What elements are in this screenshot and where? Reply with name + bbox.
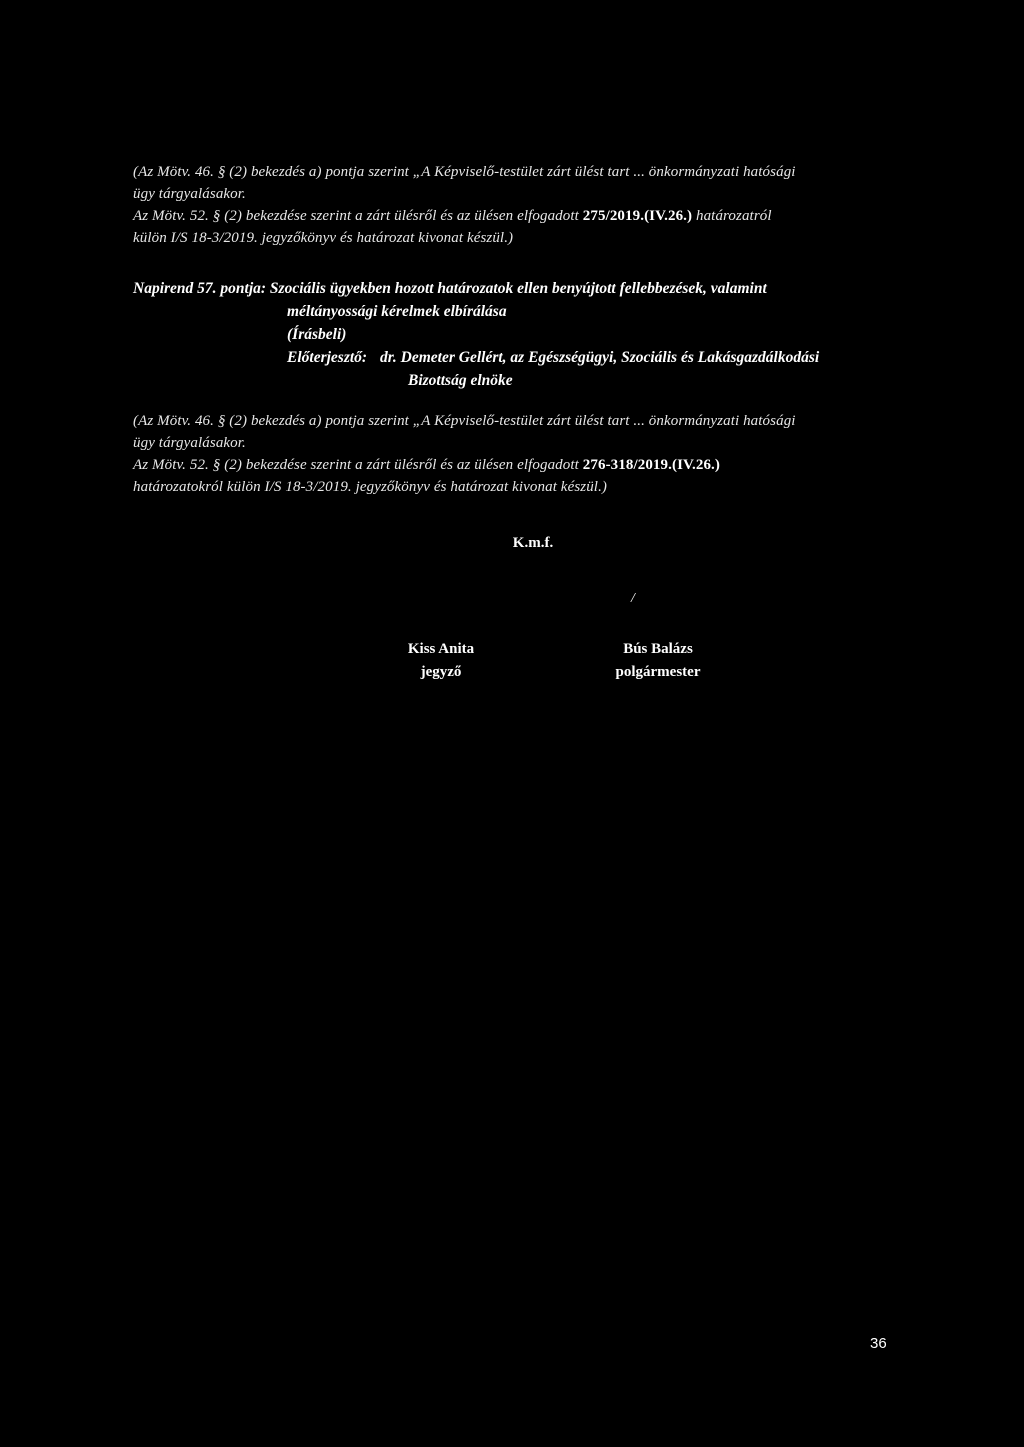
block2-line4: határozatokról külön I/S 18-3/2019. jegyzőkönyv és határozat kivonat készül.): [133, 479, 608, 495]
block1-line4: külön I/S 18-3/2019. jegyzőkönyv és határozat kivonat készül.): [133, 230, 514, 246]
agenda-title-continued: méltányossági kérelmek elbírálása: [287, 303, 507, 320]
block2-line3: [133, 457, 720, 474]
block1-resolution-number: 275/2019.(IV.26.): [582, 208, 693, 224]
presenter-role: Bizottság elnöke: [408, 372, 513, 389]
block1-line3-tail: határozatról: [692, 208, 772, 224]
agenda-type: (Írásbeli): [287, 326, 347, 343]
block1-line3: [133, 208, 772, 225]
block2-resolution-number: 276-318/2019.(IV.26.): [582, 457, 721, 473]
presenter-name: dr. Demeter Gellért, az Egészségügyi, Szociális és Lakásgazdálkodási: [380, 349, 820, 366]
signature-left-title: jegyző: [420, 664, 462, 680]
block2-line3-text: Az Mötv. 52. § (2) bekezdése szerint a zárt ülésről és az ülésen elfogadott: [133, 457, 583, 473]
signature-right-title: polgármester: [615, 664, 701, 680]
signature-mark: /: [631, 591, 635, 606]
page-number: 36: [870, 1335, 887, 1352]
signature-right-name: Bús Balázs: [623, 641, 693, 657]
closing-kmf: K.m.f.: [512, 535, 554, 551]
presenter-label: Előterjesztő:: [287, 349, 368, 366]
block2-line2: ügy tárgyalásakor.: [133, 435, 246, 451]
signature-left-name: Kiss Anita: [407, 641, 475, 657]
agenda-title: Napirend 57. pontja: Szociális ügyekben hozott határozatok ellen benyújtott fellebbezések, valamint: [133, 280, 767, 297]
block1-line2: ügy tárgyalásakor.: [133, 186, 246, 202]
block1-line1: (Az Mötv. 46. § (2) bekezdés a) pontja szerint „A Képviselő-testület zárt ülést tart ... önkormányzati hatósági: [133, 164, 796, 180]
block1-line3-text: Az Mötv. 52. § (2) bekezdése szerint a zárt ülésről és az ülésen elfogadott: [133, 208, 583, 224]
block2-line1: (Az Mötv. 46. § (2) bekezdés a) pontja szerint „A Képviselő-testület zárt ülést tart ... önkormányzati hatósági: [133, 413, 796, 429]
